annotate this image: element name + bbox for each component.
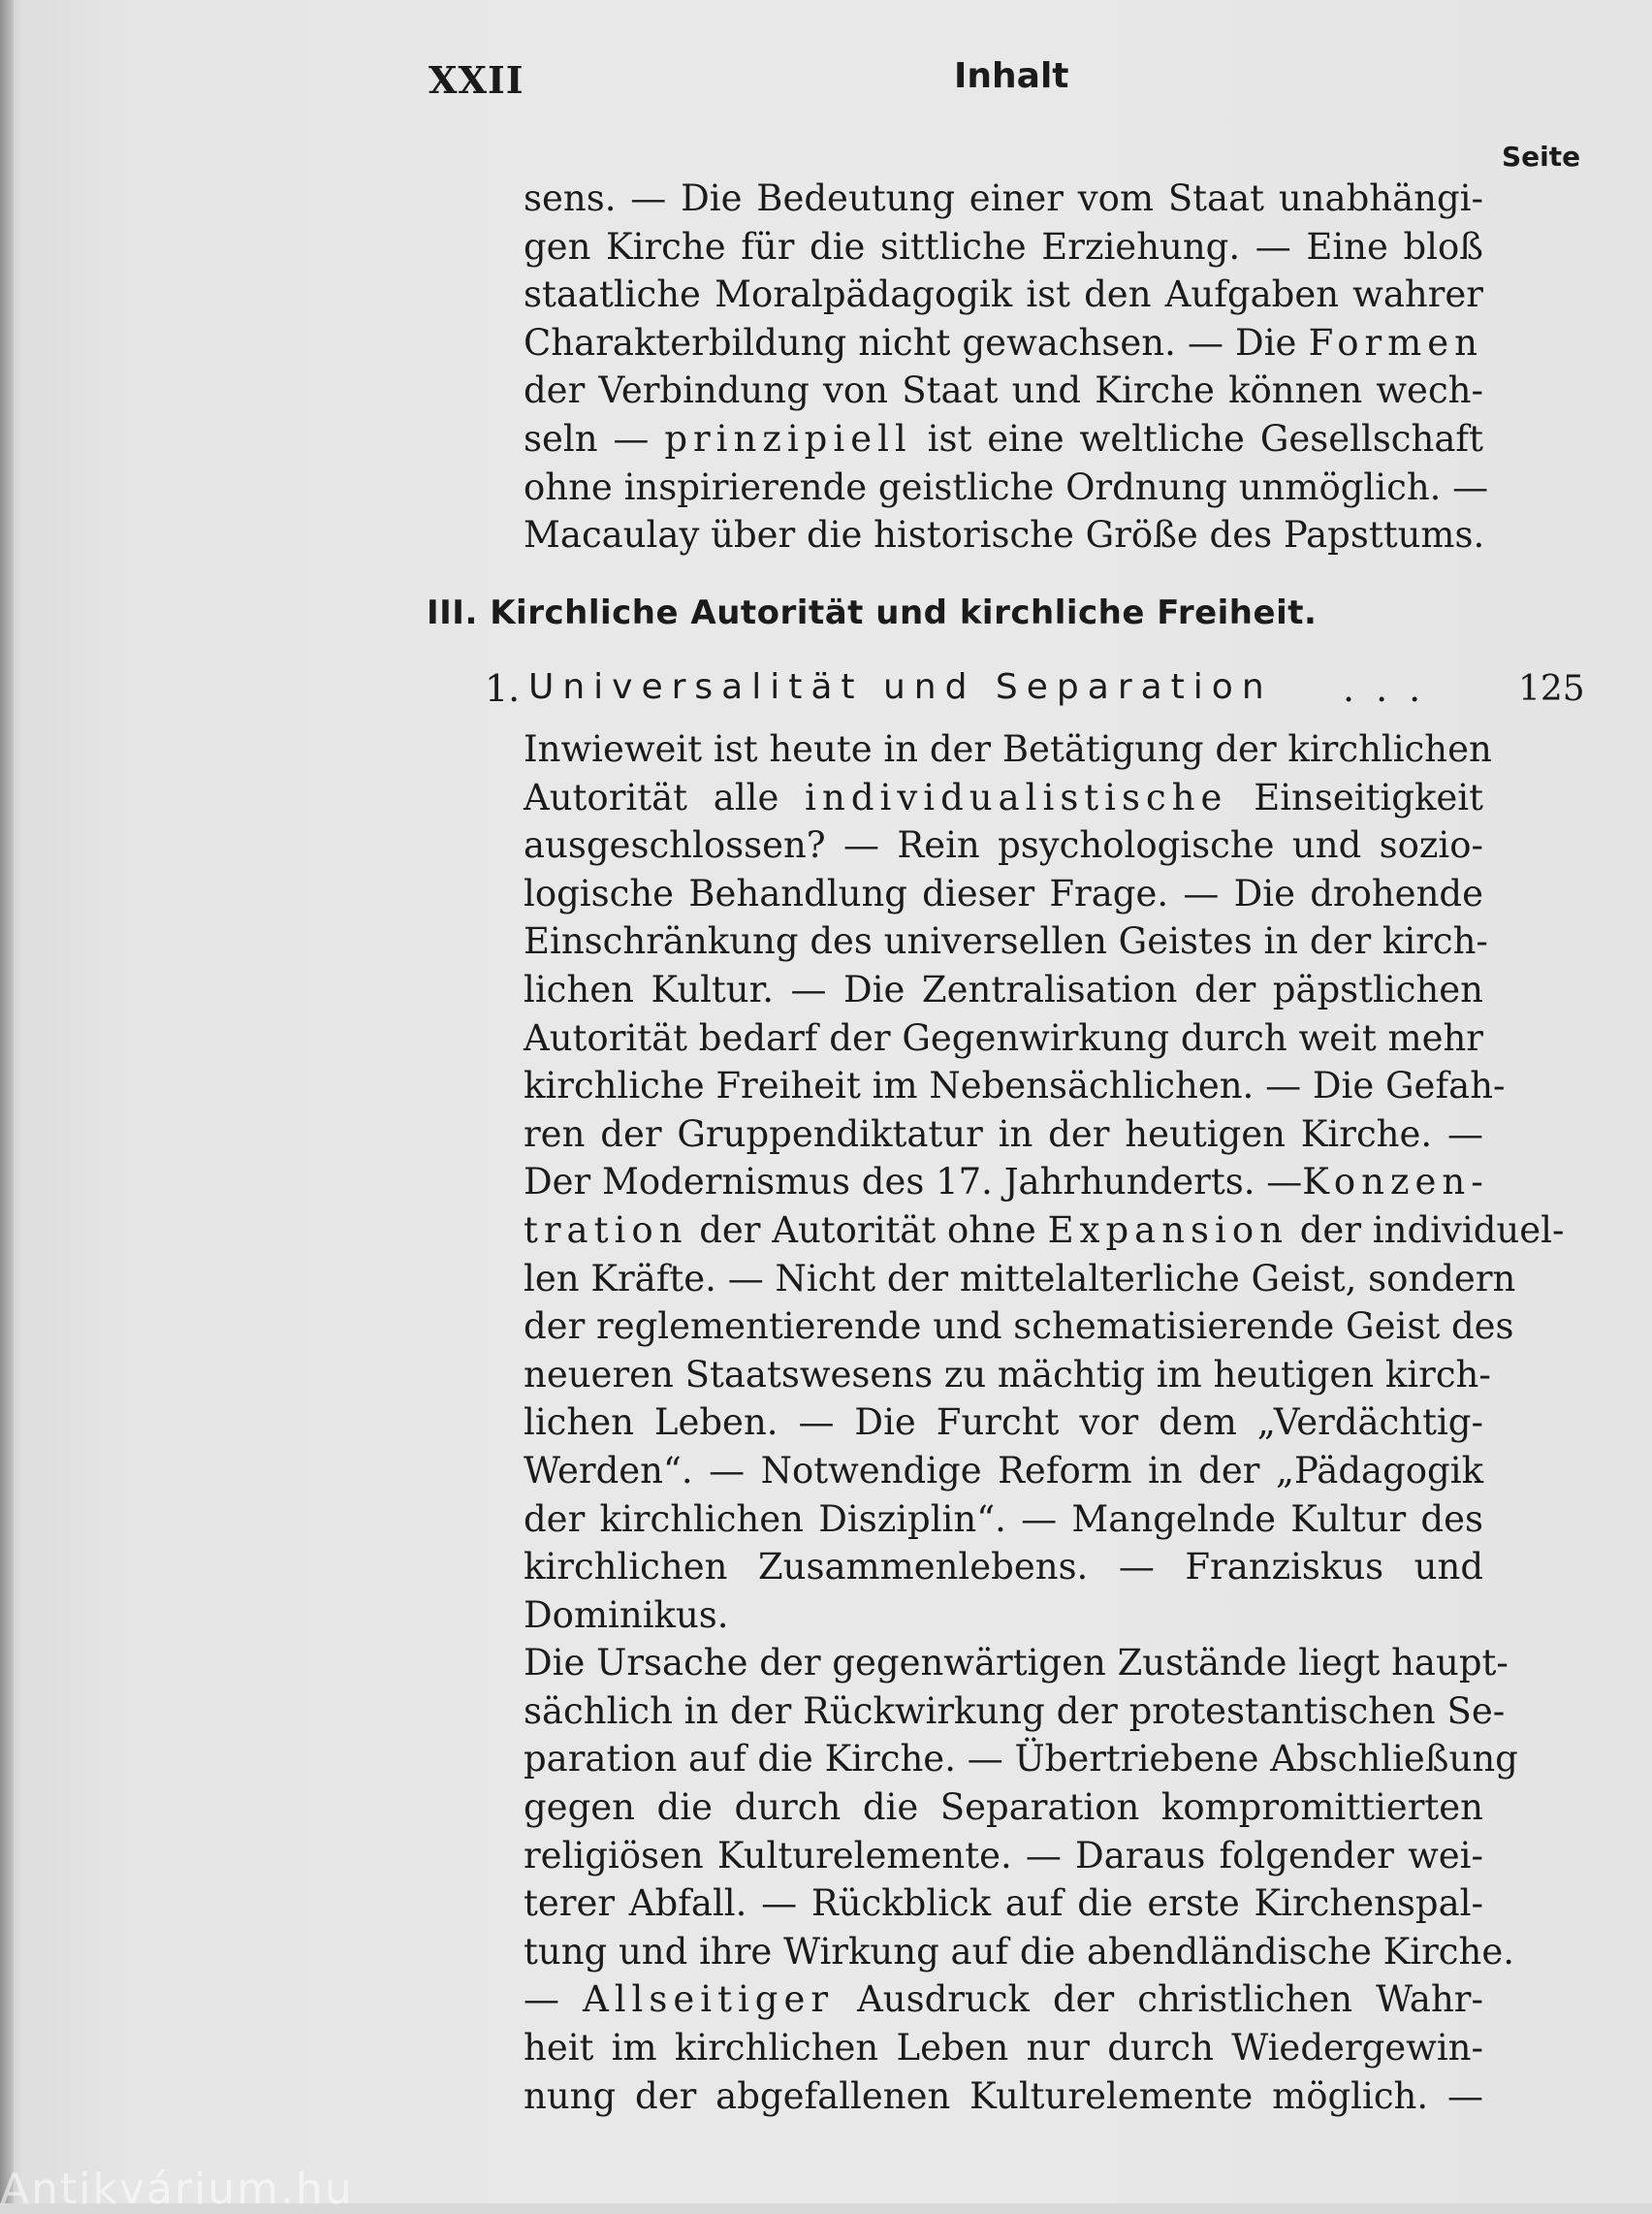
text-line: tung und ihre Wirkung auf die abendländische Kirche. — [524, 1930, 1514, 1973]
text-line: sächlich in der Rückwirkung der protestantischen Se- — [524, 1689, 1506, 1732]
text-line: heit im kirchlichen Leben nur durch Wiedergewin- — [524, 2027, 1483, 2070]
text-line: paration auf die Kirche. — Übertriebene Abschließung — [524, 1738, 1518, 1781]
page-column-label: Seite — [1502, 141, 1581, 173]
entry-page-number: 125 — [1518, 669, 1585, 709]
text-line: religiösen Kulturelemente. — Daraus folgender wei- — [524, 1834, 1483, 1877]
text-line: len Kräfte. — Nicht der mittelalterliche Geist, sondern — [524, 1257, 1516, 1300]
text-line: lichen Kultur. — Die Zentralisation der päpstlichen — [524, 968, 1483, 1011]
text-line: Autorität alle individualistische Einseitigkeit — [524, 776, 1484, 818]
text-line: ren der Gruppendiktatur in der heutigen Kirche. — — [524, 1112, 1483, 1155]
text-line: Der Modernismus des 17. Jahrhunderts. —Konzen- — [524, 1161, 1489, 1203]
text-line: sens. — Die Bedeutung einer vom Staat unabhängi- — [524, 177, 1483, 219]
text-line: kirchliche Freiheit im Nebensächlichen. — Die Gefah- — [524, 1065, 1506, 1107]
text-line: Charakterbildung nicht gewachsen. — Die Formen — [524, 321, 1483, 364]
text-line: Einschränkung des universellen Geistes in der kirch- — [524, 920, 1488, 963]
entry-description — [524, 725, 1565, 2120]
text-line: lichen Leben. — Die Furcht vor dem „Verdächtig- — [524, 1401, 1483, 1444]
running-title: Inhalt — [954, 56, 1069, 96]
text-line: — Allseitiger Ausdruck der christlichen Wahr- — [524, 1978, 1483, 2021]
section-heading: III. Kirchliche Autorität und kirchliche Freiheit. — [427, 594, 1318, 632]
text-line: Die Ursache der gegenwärtigen Zustände liegt haupt- — [524, 1642, 1509, 1685]
text-line: der kirchlichen Disziplin“. — Mangelnde Kultur des — [524, 1497, 1483, 1540]
text-line: Inwieweit ist heute in der Betätigung der kirchlichen — [524, 728, 1492, 770]
page-number: XXII — [429, 58, 524, 102]
text-line: gen Kirche für die sittliche Erziehung. — Eine bloß — [524, 225, 1483, 268]
text-line: logische Behandlung dieser Frage. — Die drohende — [524, 872, 1483, 914]
leader-dots: ... — [1343, 667, 1443, 710]
text-line: nung der abgefallenen Kulturelemente möglich. — — [524, 2074, 1483, 2117]
text-line: kirchlichen Zusammenlebens. — Franziskus und — [524, 1546, 1483, 1588]
text-line: Dominikus. — [524, 1593, 729, 1636]
entry-title: Universalität und Separation — [528, 667, 1273, 707]
text-line: neueren Staatswesens zu mächtig im heutigen kirch- — [524, 1353, 1491, 1396]
continuation-paragraph — [524, 175, 1489, 560]
text-line: tration der Autorität ohne Expansion der individuel- — [524, 1208, 1565, 1251]
text-line: gegen die durch die Separation kompromittierten — [524, 1786, 1483, 1829]
text-line: terer Abfall. — Rückblick auf die erste Kirchenspal- — [524, 1882, 1483, 1925]
text-line: ausgeschlossen? — Rein psychologische und sozio- — [524, 824, 1483, 867]
text-line: ohne inspirierende geistliche Ordnung unmöglich. — — [524, 465, 1489, 508]
page-edge-shadow — [0, 0, 14, 2203]
text-line: der reglementierende und schematisierende Geist des — [524, 1305, 1514, 1348]
entry-number: 1. — [485, 667, 521, 710]
text-line: staatliche Moralpädagogik ist den Aufgaben wahrer — [524, 273, 1483, 316]
watermark: Antikvárium.hu — [0, 2165, 354, 2214]
text-line: Macaulay über die historische Größe des Papsttums. — [524, 514, 1485, 557]
text-line: Werden“. — Notwendige Reform in der „Pädagogik — [524, 1449, 1483, 1492]
text-line: Autorität bedarf der Gegenwirkung durch weit mehr — [524, 1016, 1483, 1059]
text-line: seln — prinzipiell ist eine weltliche Gesellschaft — [524, 417, 1483, 460]
text-line: der Verbindung von Staat und Kirche können wech- — [524, 369, 1483, 412]
